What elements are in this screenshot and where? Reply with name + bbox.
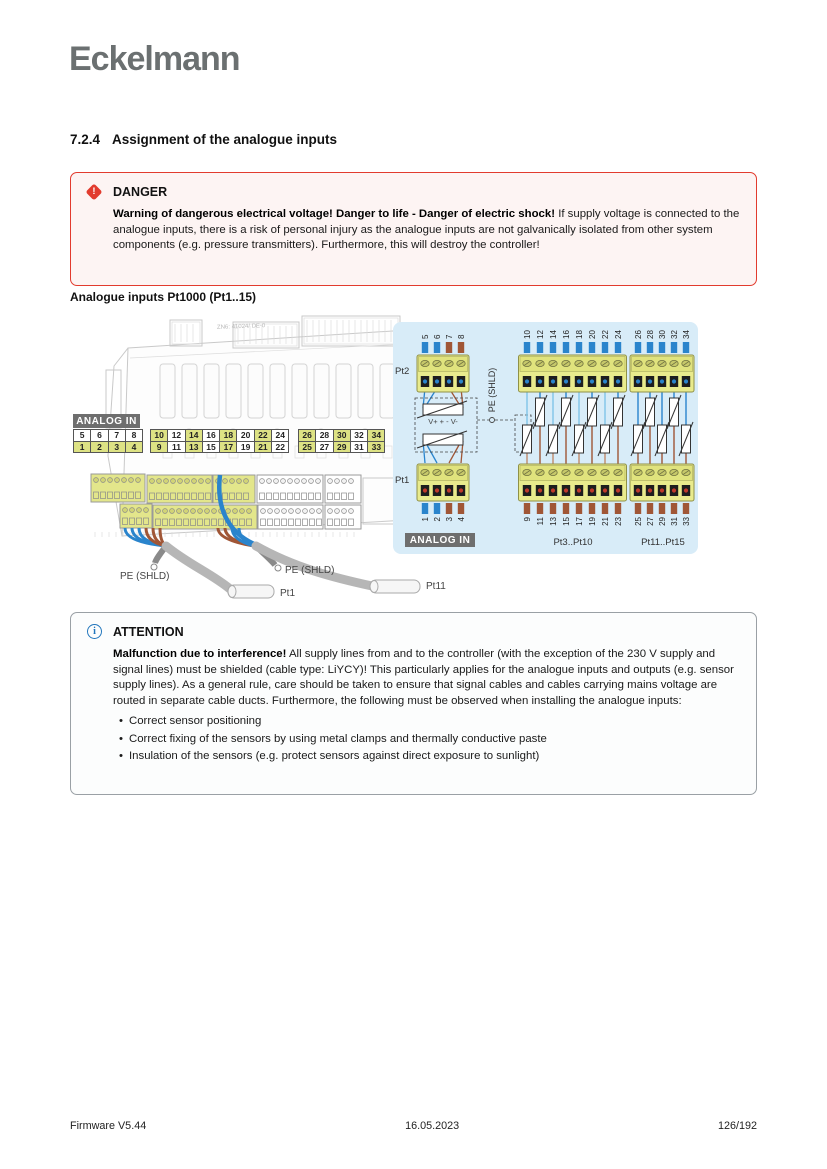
danger-body	[113, 207, 743, 254]
attention-bullets	[113, 713, 743, 765]
terminal-cell: 34	[367, 429, 385, 442]
terminal-cell: 5	[73, 429, 91, 442]
diagram-subtitle: Analogue inputs Pt1000 (Pt1..15)	[70, 290, 257, 304]
terminal-number: 2	[433, 517, 442, 522]
terminal-number: 6	[433, 334, 442, 339]
terminal-cell: 25	[298, 441, 316, 454]
terminal-cell: 3	[108, 441, 126, 454]
terminal-cell: 27	[315, 441, 333, 454]
terminal-number: 33	[682, 517, 691, 526]
section-heading	[70, 132, 337, 147]
terminal-cell: 22	[254, 429, 272, 442]
terminal-cell: 33	[367, 441, 385, 454]
terminal-cell: 6	[90, 429, 108, 442]
group-pt11-pt15-label: Pt11..Pt15	[641, 537, 685, 548]
terminal-number: 12	[536, 330, 545, 339]
terminal-table-group	[150, 429, 288, 452]
terminal-number: 14	[549, 330, 558, 339]
footer-firmware: Firmware V5.44	[70, 1120, 147, 1132]
terminal-number: 19	[588, 517, 597, 526]
terminal-detail-panel	[393, 322, 698, 554]
terminal-cell: 11	[167, 441, 185, 454]
board-analog-in-label: ANALOG IN	[73, 414, 140, 428]
sensor-voltage-label: V+ + - V-	[428, 417, 458, 426]
terminal-number: 30	[658, 330, 667, 339]
terminal-table-group	[298, 429, 384, 452]
terminal-cell: 22	[271, 441, 289, 454]
terminal-cell: 8	[125, 429, 143, 442]
terminal-number: 8	[457, 334, 466, 339]
terminal-number: 17	[575, 517, 584, 526]
attention-box	[70, 612, 757, 795]
attention-bold-text: Malfunction due to interference!	[113, 648, 287, 660]
terminal-number: 29	[658, 517, 667, 526]
group-pt3-pt10-label: Pt3..Pt10	[553, 537, 593, 548]
danger-diamond-icon: !	[86, 184, 103, 201]
board-silkscreen-text: ZN6: 41024/ DE-0	[216, 323, 266, 331]
terminal-number: 20	[588, 330, 597, 339]
terminal-cell: 20	[236, 429, 254, 442]
pt1-label: Pt1	[395, 475, 410, 486]
terminal-number: 21	[601, 517, 610, 526]
pe-shield-label-2: PE (SHLD)	[285, 565, 335, 576]
terminal-cell: 9	[150, 441, 168, 454]
terminal-detail-drawing	[393, 322, 698, 554]
terminal-number: 22	[601, 330, 610, 339]
terminal-cell: 19	[236, 441, 254, 454]
section-title: Assignment of the analogue inputs	[112, 132, 338, 147]
bullet-item: • Correct fixing of the sensors by using metal clamps and thermally conductive paste	[119, 732, 547, 745]
bullet-item: • Correct sensor positioning	[119, 715, 262, 728]
terminal-number: 16	[562, 330, 571, 339]
wiring-diagram	[70, 308, 760, 608]
terminal-cell: 28	[315, 429, 333, 442]
danger-title: DANGER	[113, 185, 168, 199]
terminal-number: 9	[523, 517, 532, 522]
terminal-cell: 1	[73, 441, 91, 454]
terminal-cell: 30	[333, 429, 351, 442]
terminal-number: 11	[536, 517, 545, 526]
section-number: 7.2.4	[70, 132, 101, 147]
terminal-cell: 32	[350, 429, 368, 442]
attention-text: All supply lines from and to the controller (with the exception of the 230 V supply and signal lines) must be shielded (cable type: LiYCY)! This particularly applies for the analogue inputs and outputs (e.g. sensor supply lines). As a general rule, care should be taken to ensure that signal cables and cables carrying mains voltage are routed in separate cable ducts. Furthermore, the following must be observed when installing the analogue inputs:	[113, 648, 734, 707]
terminal-cell: 24	[271, 429, 289, 442]
danger-text: If supply voltage is connected to the analogue inputs, there is a risk of personal injury as the analogue inputs are not galvanically isolated from other system components (e.g. pressure transmitters). Furthermore, this will destroy the controller!	[113, 208, 740, 252]
page-footer	[70, 1120, 757, 1132]
pe-shield-vertical-label: PE (SHLD)	[487, 367, 497, 413]
info-circle-icon: i	[87, 624, 102, 639]
terminal-number: 25	[634, 517, 643, 526]
attention-body	[113, 647, 743, 765]
terminal-cell: 18	[219, 429, 237, 442]
terminal-cell: 31	[350, 441, 368, 454]
terminal-number: 34	[682, 330, 691, 339]
terminal-cell: 16	[202, 429, 220, 442]
terminal-number: 7	[445, 334, 454, 339]
terminal-number: 23	[614, 517, 623, 526]
danger-box	[70, 172, 757, 286]
terminal-number: 5	[421, 334, 430, 339]
terminal-cell: 2	[90, 441, 108, 454]
terminal-number: 31	[670, 517, 679, 526]
terminal-number: 4	[457, 517, 466, 522]
cable-pt1-label: Pt1	[280, 588, 296, 599]
terminal-cell: 15	[202, 441, 220, 454]
terminal-number: 18	[575, 330, 584, 339]
bullet-item: • Insulation of the sensors (e.g. protect sensors against direct exposure to sunlight)	[119, 749, 540, 762]
terminal-number: 28	[646, 330, 655, 339]
terminal-number: 24	[614, 330, 623, 339]
terminal-number: 1	[421, 517, 430, 522]
eckelmann-logo: Eckelmann	[69, 40, 240, 78]
terminal-cell: 14	[185, 429, 203, 442]
footer-page-number: 126/192	[717, 1120, 757, 1132]
terminal-cell: 17	[219, 441, 237, 454]
cable-pt11-label: Pt11	[426, 581, 446, 592]
attention-title: ATTENTION	[113, 625, 184, 639]
terminal-cell: 12	[167, 429, 185, 442]
terminal-cell: 26	[298, 429, 316, 442]
pe-shield-label-1: PE (SHLD)	[120, 571, 170, 582]
terminal-number: 13	[549, 517, 558, 526]
footer-date: 16.05.2023	[405, 1120, 460, 1132]
terminal-number: 10	[523, 330, 532, 339]
terminal-number: 15	[562, 517, 571, 526]
terminal-number: 3	[445, 517, 454, 522]
terminal-number: 32	[670, 330, 679, 339]
pt2-label: Pt2	[395, 366, 410, 377]
terminal-cell: 10	[150, 429, 168, 442]
panel-analog-in-label: ANALOG IN	[405, 533, 475, 547]
terminal-number: 26	[634, 330, 643, 339]
terminal-cell: 4	[125, 441, 143, 454]
terminal-table-group	[73, 429, 142, 452]
terminal-cell: 21	[254, 441, 272, 454]
terminal-cell: 13	[185, 441, 203, 454]
terminal-number: 27	[646, 517, 655, 526]
danger-bold-text: Warning of dangerous electrical voltage! Danger to life - Danger of electric shock!	[113, 208, 556, 220]
terminal-cell: 29	[333, 441, 351, 454]
terminal-cell: 7	[108, 429, 126, 442]
